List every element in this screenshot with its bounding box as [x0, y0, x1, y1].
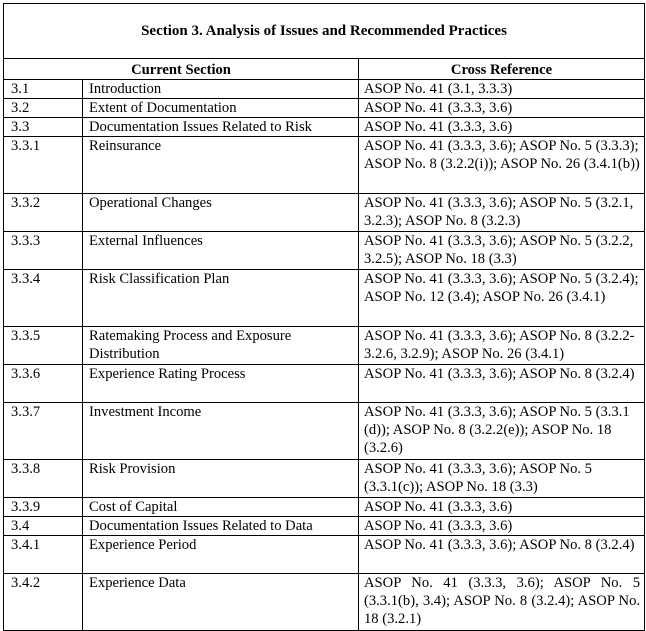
section-number: 3.3.3	[4, 232, 83, 270]
cross-reference: ASOP No. 41 (3.3.3, 3.6); ASOP No. 8 (3.2.2-3.2.6, 3.2.9); ASOP No. 26 (3.4.1)	[359, 327, 645, 365]
table-row	[4, 517, 645, 536]
section-title: Experience Rating Process	[83, 365, 359, 403]
cross-reference-table	[3, 3, 645, 631]
section-number: 3.3.7	[4, 403, 83, 460]
table-row	[4, 327, 645, 365]
header-row	[4, 59, 645, 80]
cross-reference: ASOP No. 41 (3.3.3, 3.6)	[359, 517, 645, 536]
cross-reference: ASOP No. 41 (3.1, 3.3.3)	[359, 80, 645, 99]
section-number: 3.4	[4, 517, 83, 536]
table-row	[4, 574, 645, 631]
section-title: Documentation Issues Related to Risk	[83, 118, 359, 137]
section-title: Reinsurance	[83, 137, 359, 194]
section-number: 3.3.8	[4, 460, 83, 498]
table-row	[4, 137, 645, 194]
section-number: 3.1	[4, 80, 83, 99]
section-title: Risk Classification Plan	[83, 270, 359, 327]
section-title: Risk Provision	[83, 460, 359, 498]
cross-reference-header: Cross Reference	[359, 59, 645, 80]
cross-reference: ASOP No. 41 (3.3.3, 3.6); ASOP No. 5 (3.3.3); ASOP No. 8 (3.2.2(i)); ASOP No. 26 (3.4.1(b))	[359, 137, 645, 194]
table-row	[4, 460, 645, 498]
section-title: Ratemaking Process and Exposure Distribution	[83, 327, 359, 365]
title-row	[4, 4, 645, 59]
section-title: Introduction	[83, 80, 359, 99]
cross-reference: ASOP No. 41 (3.3.3, 3.6); ASOP No. 5 (3.2.2, 3.2.5); ASOP No. 18 (3.3)	[359, 232, 645, 270]
table-row	[4, 232, 645, 270]
section-title: Extent of Documentation	[83, 99, 359, 118]
section-title: Experience Period	[83, 536, 359, 574]
table-row	[4, 194, 645, 232]
section-title: External Influences	[83, 232, 359, 270]
section-number: 3.4.2	[4, 574, 83, 631]
section-number: 3.3.6	[4, 365, 83, 403]
table-row	[4, 403, 645, 460]
table-row	[4, 365, 645, 403]
section-title: Investment Income	[83, 403, 359, 460]
table-title: Section 3. Analysis of Issues and Recommended Practices	[4, 4, 645, 59]
table-row	[4, 80, 645, 99]
section-title: Operational Changes	[83, 194, 359, 232]
current-section-header: Current Section	[4, 59, 359, 80]
document	[3, 3, 644, 631]
section-number: 3.3.4	[4, 270, 83, 327]
section-number: 3.3.5	[4, 327, 83, 365]
section-number: 3.3.2	[4, 194, 83, 232]
section-number: 3.3	[4, 118, 83, 137]
cross-reference: ASOP No. 41 (3.3.3, 3.6)	[359, 498, 645, 517]
section-number: 3.2	[4, 99, 83, 118]
table-row	[4, 498, 645, 517]
table-row	[4, 118, 645, 137]
section-number: 3.4.1	[4, 536, 83, 574]
section-number: 3.3.1	[4, 137, 83, 194]
section-title: Documentation Issues Related to Data	[83, 517, 359, 536]
cross-reference: ASOP No. 41 (3.3.3, 3.6); ASOP No. 8 (3.2.4)	[359, 365, 645, 403]
cross-reference: ASOP No. 41 (3.3.3, 3.6); ASOP No. 8 (3.2.4)	[359, 536, 645, 574]
table-row	[4, 536, 645, 574]
cross-reference: ASOP No. 41 (3.3.3, 3.6); ASOP No. 5 (3.3.1(c)); ASOP No. 18 (3.3)	[359, 460, 645, 498]
table-row	[4, 270, 645, 327]
cross-reference: ASOP No. 41 (3.3.3, 3.6); ASOP No. 5 (3.3.1 (d)); ASOP No. 8 (3.2.2(e)); ASOP No. 18 (3.2.6)	[359, 403, 645, 460]
cross-reference: ASOP No. 41 (3.3.3, 3.6); ASOP No. 5 (3.3.1(b), 3.4); ASOP No. 8 (3.2.4); ASOP No. 18 (3.2.1)	[359, 574, 645, 631]
table-row	[4, 99, 645, 118]
cross-reference: ASOP No. 41 (3.3.3, 3.6); ASOP No. 5 (3.2.4); ASOP No. 12 (3.4); ASOP No. 26 (3.4.1)	[359, 270, 645, 327]
section-title: Cost of Capital	[83, 498, 359, 517]
section-number: 3.3.9	[4, 498, 83, 517]
section-title: Experience Data	[83, 574, 359, 631]
cross-reference: ASOP No. 41 (3.3.3, 3.6)	[359, 99, 645, 118]
cross-reference: ASOP No. 41 (3.3.3, 3.6); ASOP No. 5 (3.2.1, 3.2.3); ASOP No. 8 (3.2.3)	[359, 194, 645, 232]
cross-reference: ASOP No. 41 (3.3.3, 3.6)	[359, 118, 645, 137]
